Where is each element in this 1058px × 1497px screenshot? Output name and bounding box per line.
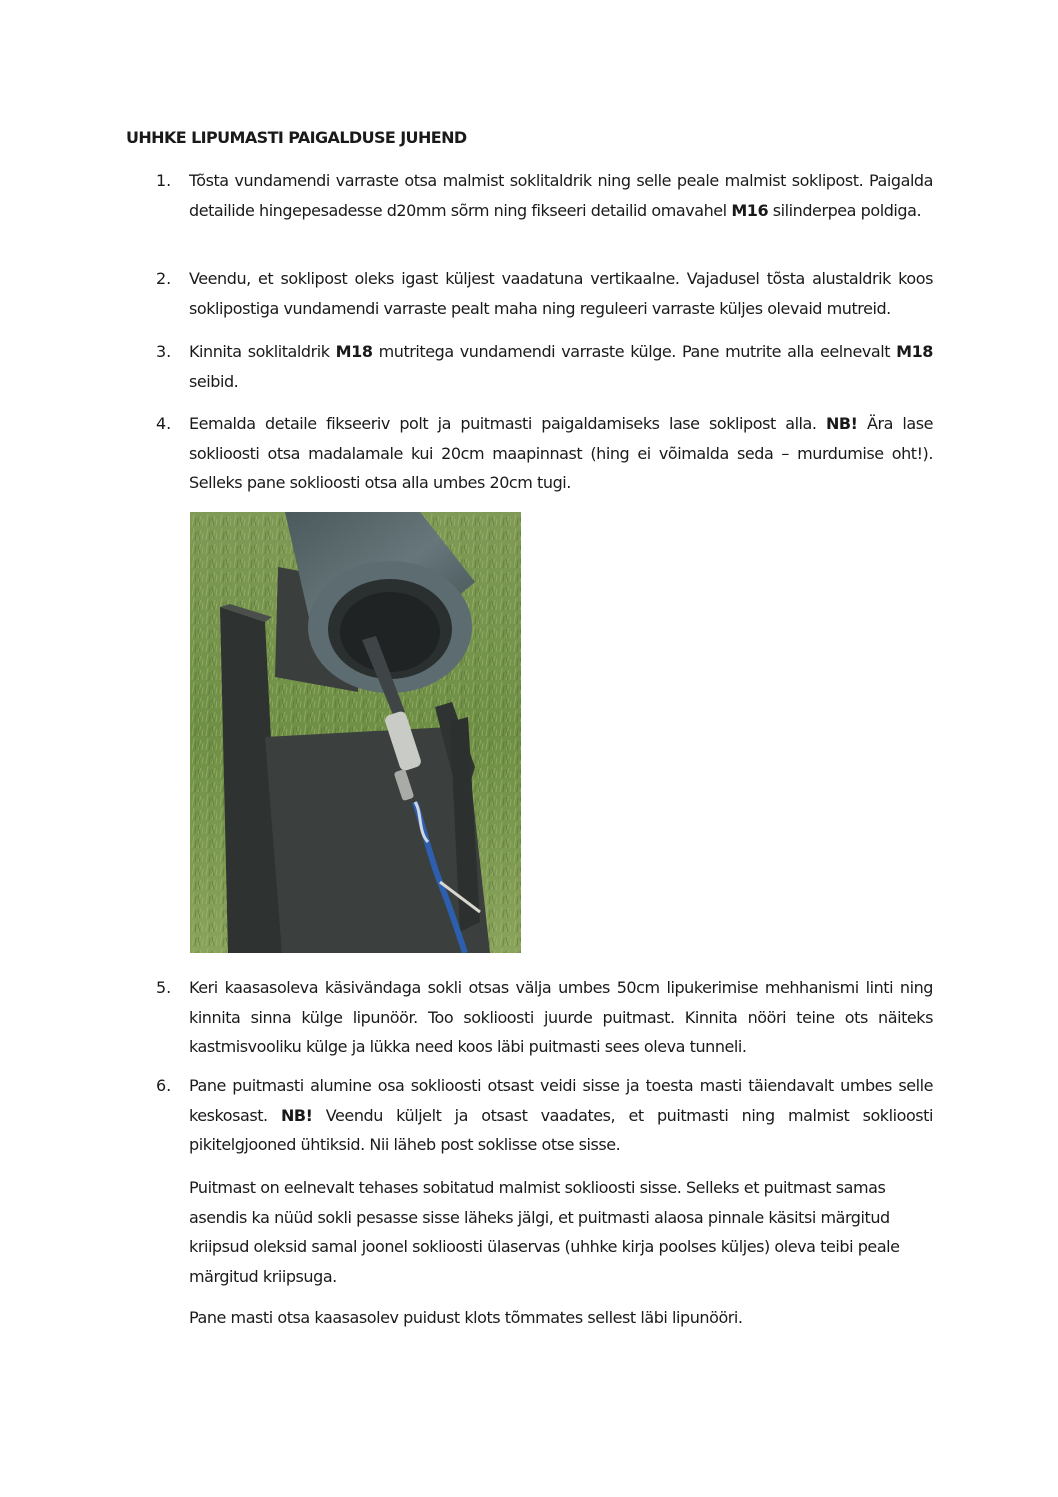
- document-title: UHHKE LIPUMASTI PAIGALDUSE JUHEND: [126, 128, 467, 147]
- paragraph-block: Pane masti otsa kaasasolev puidust klots tõmmates sellest läbi lipunööri.: [189, 1308, 743, 1327]
- step-text: Eemalda detaile fikseeriv polt ja puitmasti paigaldamiseks lase soklipost alla. NB! Ära lase soklioosti otsa madalamale kui 20cm maapinnast (hing ei võimalda seda – murdumise oht!). Selleks pane soklioosti otsa alla umbes 20cm tugi.: [189, 414, 933, 492]
- step-number: 4.: [156, 414, 172, 433]
- step-text: Pane puitmasti alumine osa soklioosti otsast veidi sisse ja toesta masti täiendavalt umbes selle keskosast. NB! Veendu küljelt ja otsast vaadates, et puitmasti ning malmist soklioosti pikitelgjooned ühtiksid. Nii läheb post soklisse otse sisse.: [189, 1076, 933, 1154]
- step-text: Kinnita soklitaldrik M18 mutritega vundamendi varraste külge. Pane mutrite alla eelnevalt M18 seibid.: [189, 342, 933, 391]
- step-number: 2.: [156, 269, 172, 288]
- paragraph-fitting: Puitmast on eelnevalt tehases sobitatud malmist soklioosti sisse. Selleks et puitmast samas asendis ka nüüd sokli pesasse sisse läheks jälgi, et puitmasti alaosa pinnale käsitsi märgitud kriipsud oleksid samal joonel soklioosti ülaservas (uhhke kirja poolses küljes) oleva teibi peale märgitud kriipsuga.: [189, 1178, 900, 1286]
- step-text: Keri kaasasoleva käsivändaga sokli otsas välja umbes 50cm lipukerimise mehhanismi linti ning kinnita sinna külge lipunöör. Too soklioosti juurde puitmast. Kinnita nööri teine ots näiteks kastmisvooliku külge ja lükka need koos läbi puitmasti sees oleva tunneli.: [189, 978, 933, 1056]
- photo-drawing: [190, 512, 521, 953]
- step-text: Tõsta vundamendi varraste otsa malmist soklitaldrik ning selle peale malmist soklipost. Paigalda detailide hingepesadesse d20mm sõrm ning fikseeri detailid omavahel M16 silinderpea poldiga.: [189, 171, 933, 220]
- step-number: 5.: [156, 978, 172, 997]
- step-text: Veendu, et soklipost oleks igast küljest vaadatuna vertikaalne. Vajadusel tõsta alustaldrik koos soklipostiga vundamendi varraste pealt maha ning reguleeri varraste küljes olevaid mutreid.: [189, 269, 933, 318]
- step-number: 3.: [156, 342, 172, 361]
- step-number: 6.: [156, 1076, 172, 1095]
- step-number: 1.: [156, 171, 172, 190]
- mast-socket-photo: [190, 512, 521, 953]
